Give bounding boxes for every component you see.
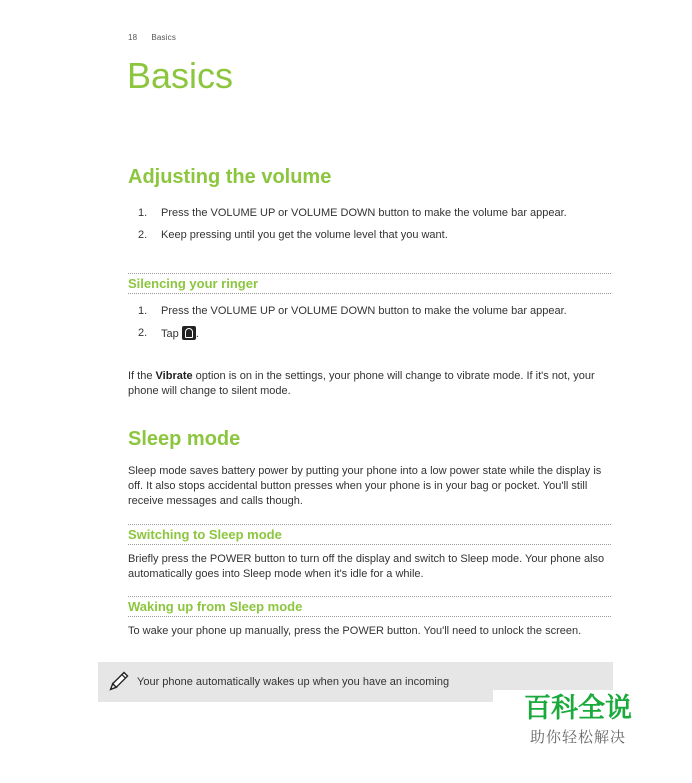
waking-text: To wake your phone up manually, press the POWER button. You'll need to unlock the screen. bbox=[128, 625, 582, 637]
volume-steps-list bbox=[138, 206, 588, 250]
list-item: 2. Tap . bbox=[138, 327, 199, 340]
vibrate-option-label: Vibrate bbox=[155, 370, 193, 382]
silent-mode-icon bbox=[182, 326, 196, 340]
sleep-intro: Sleep mode saves battery power by putting your phone into a low power state while the display is off. It also stops accidental button presses when your phone is in your bag or pocket. You'll still receive messages and calls though. bbox=[128, 465, 602, 507]
watermark-subtitle: 助你轻松解决 bbox=[529, 728, 626, 746]
chapter-title: Basics bbox=[127, 55, 234, 96]
running-section: Basics bbox=[151, 33, 177, 42]
list-item: 1. Press the VOLUME UP or VOLUME DOWN button to make the volume bar appear. bbox=[138, 207, 567, 219]
vibrate-note: If the Vibrate option is on in the settings, your phone will change to vibrate mode. If it's not, your phone will change to silent mode. bbox=[128, 370, 595, 397]
pencil-icon bbox=[106, 670, 130, 694]
list-item: 1. Press the VOLUME UP or VOLUME DOWN button to make the volume bar appear. bbox=[138, 305, 567, 317]
heading-silencing-ringer: Silencing your ringer bbox=[128, 273, 611, 294]
ringer-steps-list bbox=[138, 304, 588, 349]
tip-text: Your phone automatically wakes up when you have an incoming bbox=[137, 676, 450, 688]
heading-sleep-mode: Sleep mode bbox=[128, 428, 241, 450]
heading-waking-sleep: Waking up from Sleep mode bbox=[128, 596, 611, 617]
running-header bbox=[128, 33, 176, 42]
watermark-title: 百科全说 bbox=[524, 693, 632, 724]
list-item: 2. Keep pressing until you get the volume level that you want. bbox=[138, 229, 448, 241]
switching-text: Briefly press the POWER button to turn off the display and switch to Sleep mode. Your phone also automatically goes into Sleep mode when it's idle for a while. bbox=[128, 553, 605, 580]
heading-adjusting-volume: Adjusting the volume bbox=[128, 166, 332, 188]
heading-switching-sleep: Switching to Sleep mode bbox=[128, 524, 611, 545]
page-number: 18 bbox=[128, 33, 138, 42]
watermark-logo bbox=[493, 690, 663, 760]
